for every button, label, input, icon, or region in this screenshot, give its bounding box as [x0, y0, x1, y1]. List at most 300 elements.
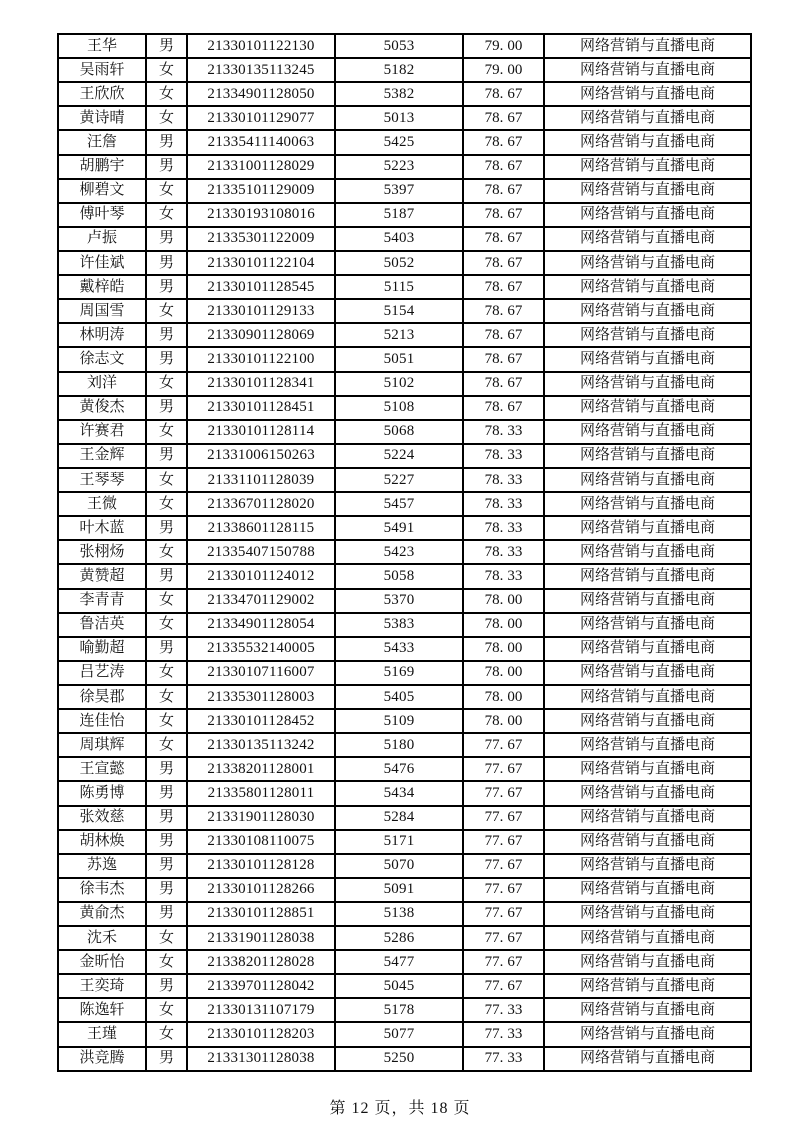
major-cell: 网络营销与直播电商	[544, 540, 751, 564]
exam-number-cell: 21338601128115	[187, 516, 335, 540]
gender-cell: 男	[146, 251, 187, 275]
major-cell: 网络营销与直播电商	[544, 830, 751, 854]
name-cell: 周国雪	[58, 299, 146, 323]
gender-cell: 男	[146, 878, 187, 902]
score-cell: 78. 00	[463, 637, 544, 661]
score-cell: 77. 33	[463, 998, 544, 1022]
gender-cell: 男	[146, 902, 187, 926]
name-cell: 徐韦杰	[58, 878, 146, 902]
exam-number-cell: 21339701128042	[187, 974, 335, 998]
exam-number-cell: 21331006150263	[187, 444, 335, 468]
gender-cell: 女	[146, 492, 187, 516]
code-cell: 5180	[335, 733, 463, 757]
score-cell: 78. 33	[463, 468, 544, 492]
name-cell: 王琴琴	[58, 468, 146, 492]
score-cell: 78. 67	[463, 155, 544, 179]
gender-cell: 男	[146, 227, 187, 251]
gender-cell: 男	[146, 854, 187, 878]
major-cell: 网络营销与直播电商	[544, 323, 751, 347]
gender-cell: 男	[146, 396, 187, 420]
name-cell: 鲁洁英	[58, 613, 146, 637]
gender-cell: 女	[146, 372, 187, 396]
gender-cell: 女	[146, 661, 187, 685]
exam-number-cell: 21334901128050	[187, 82, 335, 106]
name-cell: 金昕怡	[58, 950, 146, 974]
code-cell: 5169	[335, 661, 463, 685]
exam-number-cell: 21330901128069	[187, 323, 335, 347]
table-row	[58, 299, 751, 323]
code-cell: 5109	[335, 709, 463, 733]
table-row	[58, 878, 751, 902]
code-cell: 5154	[335, 299, 463, 323]
gender-cell: 女	[146, 82, 187, 106]
name-cell: 连佳怡	[58, 709, 146, 733]
score-cell: 77. 33	[463, 1047, 544, 1071]
gender-cell: 男	[146, 757, 187, 781]
name-cell: 许赛君	[58, 420, 146, 444]
code-cell: 5102	[335, 372, 463, 396]
major-cell: 网络营销与直播电商	[544, 902, 751, 926]
table-row	[58, 82, 751, 106]
score-cell: 78. 67	[463, 179, 544, 203]
code-cell: 5077	[335, 1022, 463, 1046]
table-row	[58, 998, 751, 1022]
major-cell: 网络营销与直播电商	[544, 878, 751, 902]
score-cell: 77. 67	[463, 806, 544, 830]
gender-cell: 男	[146, 130, 187, 154]
exam-number-cell: 21330101129077	[187, 106, 335, 130]
major-cell: 网络营销与直播电商	[544, 974, 751, 998]
gender-cell: 男	[146, 830, 187, 854]
score-cell: 78. 33	[463, 420, 544, 444]
code-cell: 5045	[335, 974, 463, 998]
major-cell: 网络营销与直播电商	[544, 299, 751, 323]
name-cell: 王华	[58, 34, 146, 58]
table-row	[58, 589, 751, 613]
score-cell: 77. 33	[463, 1022, 544, 1046]
score-cell: 77. 67	[463, 757, 544, 781]
exam-number-cell: 21330101128203	[187, 1022, 335, 1046]
major-cell: 网络营销与直播电商	[544, 589, 751, 613]
table-row	[58, 661, 751, 685]
table-row	[58, 1022, 751, 1046]
table-row	[58, 323, 751, 347]
score-cell: 78. 67	[463, 396, 544, 420]
major-cell: 网络营销与直播电商	[544, 1047, 751, 1071]
name-cell: 王微	[58, 492, 146, 516]
exam-number-cell: 21330101128451	[187, 396, 335, 420]
exam-number-cell: 21335801128011	[187, 781, 335, 805]
score-cell: 78. 67	[463, 275, 544, 299]
exam-number-cell: 21330101122100	[187, 347, 335, 371]
exam-number-cell: 21330107116007	[187, 661, 335, 685]
name-cell: 王宣懿	[58, 757, 146, 781]
exam-number-cell: 21330101128851	[187, 902, 335, 926]
exam-number-cell: 21330101128545	[187, 275, 335, 299]
score-cell: 78. 67	[463, 227, 544, 251]
exam-number-cell: 21335301122009	[187, 227, 335, 251]
score-cell: 78. 67	[463, 372, 544, 396]
code-cell: 5108	[335, 396, 463, 420]
score-cell: 77. 67	[463, 878, 544, 902]
major-cell: 网络营销与直播电商	[544, 396, 751, 420]
major-cell: 网络营销与直播电商	[544, 155, 751, 179]
code-cell: 5068	[335, 420, 463, 444]
code-cell: 5013	[335, 106, 463, 130]
exam-number-cell: 21331901128030	[187, 806, 335, 830]
gender-cell: 男	[146, 781, 187, 805]
score-cell: 78. 67	[463, 130, 544, 154]
code-cell: 5223	[335, 155, 463, 179]
score-cell: 78. 00	[463, 661, 544, 685]
gender-cell: 女	[146, 1022, 187, 1046]
table-row	[58, 468, 751, 492]
name-cell: 戴梓皓	[58, 275, 146, 299]
code-cell: 5477	[335, 950, 463, 974]
table-row	[58, 806, 751, 830]
results-table-body	[58, 34, 751, 1071]
code-cell: 5227	[335, 468, 463, 492]
exam-number-cell: 21330101128341	[187, 372, 335, 396]
code-cell: 5405	[335, 685, 463, 709]
exam-number-cell: 21335532140005	[187, 637, 335, 661]
table-row	[58, 251, 751, 275]
gender-cell: 男	[146, 1047, 187, 1071]
gender-cell: 女	[146, 299, 187, 323]
code-cell: 5370	[335, 589, 463, 613]
name-cell: 洪竞腾	[58, 1047, 146, 1071]
major-cell: 网络营销与直播电商	[544, 106, 751, 130]
code-cell: 5434	[335, 781, 463, 805]
exam-number-cell: 21338201128028	[187, 950, 335, 974]
name-cell: 刘洋	[58, 372, 146, 396]
gender-cell: 女	[146, 589, 187, 613]
major-cell: 网络营销与直播电商	[544, 130, 751, 154]
score-cell: 77. 67	[463, 854, 544, 878]
name-cell: 张效慈	[58, 806, 146, 830]
score-cell: 78. 67	[463, 82, 544, 106]
exam-number-cell: 21330101128266	[187, 878, 335, 902]
gender-cell: 男	[146, 34, 187, 58]
major-cell: 网络营销与直播电商	[544, 203, 751, 227]
table-row	[58, 444, 751, 468]
score-cell: 78. 33	[463, 444, 544, 468]
score-cell: 77. 67	[463, 950, 544, 974]
major-cell: 网络营销与直播电商	[544, 227, 751, 251]
name-cell: 林明涛	[58, 323, 146, 347]
table-row	[58, 130, 751, 154]
major-cell: 网络营销与直播电商	[544, 685, 751, 709]
code-cell: 5250	[335, 1047, 463, 1071]
code-cell: 5457	[335, 492, 463, 516]
table-row	[58, 733, 751, 757]
gender-cell: 女	[146, 926, 187, 950]
name-cell: 叶木蓝	[58, 516, 146, 540]
page-footer: 第 12 页，共 18 页	[329, 1100, 471, 1117]
table-row	[58, 902, 751, 926]
exam-number-cell: 21338201128001	[187, 757, 335, 781]
name-cell: 许佳斌	[58, 251, 146, 275]
name-cell: 傅叶琴	[58, 203, 146, 227]
exam-number-cell: 21334701129002	[187, 589, 335, 613]
table-row	[58, 564, 751, 588]
gender-cell: 女	[146, 58, 187, 82]
table-row	[58, 372, 751, 396]
gender-cell: 女	[146, 203, 187, 227]
name-cell: 徐志文	[58, 347, 146, 371]
exam-number-cell: 21331301128038	[187, 1047, 335, 1071]
results-table	[57, 33, 752, 1072]
gender-cell: 女	[146, 998, 187, 1022]
exam-number-cell: 21331101128039	[187, 468, 335, 492]
name-cell: 胡鹏宇	[58, 155, 146, 179]
table-row	[58, 637, 751, 661]
code-cell: 5178	[335, 998, 463, 1022]
name-cell: 吴雨轩	[58, 58, 146, 82]
gender-cell: 女	[146, 468, 187, 492]
major-cell: 网络营销与直播电商	[544, 998, 751, 1022]
table-row	[58, 203, 751, 227]
gender-cell: 女	[146, 613, 187, 637]
exam-number-cell: 21331901128038	[187, 926, 335, 950]
major-cell: 网络营销与直播电商	[544, 1022, 751, 1046]
major-cell: 网络营销与直播电商	[544, 372, 751, 396]
code-cell: 5051	[335, 347, 463, 371]
table-row	[58, 950, 751, 974]
code-cell: 5476	[335, 757, 463, 781]
major-cell: 网络营销与直播电商	[544, 613, 751, 637]
exam-number-cell: 21335411140063	[187, 130, 335, 154]
score-cell: 78. 67	[463, 106, 544, 130]
table-row	[58, 347, 751, 371]
table-row	[58, 420, 751, 444]
gender-cell: 女	[146, 950, 187, 974]
table-row	[58, 613, 751, 637]
gender-cell: 男	[146, 275, 187, 299]
code-cell: 5187	[335, 203, 463, 227]
name-cell: 黄俊杰	[58, 396, 146, 420]
name-cell: 张栩炀	[58, 540, 146, 564]
gender-cell: 女	[146, 179, 187, 203]
major-cell: 网络营销与直播电商	[544, 733, 751, 757]
code-cell: 5382	[335, 82, 463, 106]
gender-cell: 男	[146, 323, 187, 347]
major-cell: 网络营销与直播电商	[544, 82, 751, 106]
code-cell: 5491	[335, 516, 463, 540]
exam-number-cell: 21335101129009	[187, 179, 335, 203]
major-cell: 网络营销与直播电商	[544, 347, 751, 371]
table-row	[58, 227, 751, 251]
gender-cell: 男	[146, 516, 187, 540]
exam-number-cell: 21330193108016	[187, 203, 335, 227]
exam-number-cell: 21330101122104	[187, 251, 335, 275]
exam-number-cell: 21336701128020	[187, 492, 335, 516]
major-cell: 网络营销与直播电商	[544, 420, 751, 444]
major-cell: 网络营销与直播电商	[544, 179, 751, 203]
score-cell: 77. 67	[463, 830, 544, 854]
score-cell: 78. 67	[463, 203, 544, 227]
major-cell: 网络营销与直播电商	[544, 637, 751, 661]
score-cell: 77. 67	[463, 781, 544, 805]
exam-number-cell: 21330101124012	[187, 564, 335, 588]
code-cell: 5286	[335, 926, 463, 950]
score-cell: 77. 67	[463, 974, 544, 998]
table-row	[58, 685, 751, 709]
gender-cell: 男	[146, 444, 187, 468]
major-cell: 网络营销与直播电商	[544, 444, 751, 468]
gender-cell: 男	[146, 637, 187, 661]
table-row	[58, 34, 751, 58]
major-cell: 网络营销与直播电商	[544, 516, 751, 540]
gender-cell: 女	[146, 420, 187, 444]
code-cell: 5284	[335, 806, 463, 830]
code-cell: 5383	[335, 613, 463, 637]
exam-number-cell: 21330101128114	[187, 420, 335, 444]
name-cell: 卢振	[58, 227, 146, 251]
table-row	[58, 275, 751, 299]
name-cell: 汪詹	[58, 130, 146, 154]
name-cell: 黄诗晴	[58, 106, 146, 130]
exam-number-cell: 21330131107179	[187, 998, 335, 1022]
name-cell: 吕艺涛	[58, 661, 146, 685]
major-cell: 网络营销与直播电商	[544, 757, 751, 781]
score-cell: 78. 67	[463, 323, 544, 347]
score-cell: 78. 33	[463, 492, 544, 516]
code-cell: 5423	[335, 540, 463, 564]
table-row	[58, 854, 751, 878]
score-cell: 78. 67	[463, 299, 544, 323]
gender-cell: 男	[146, 347, 187, 371]
exam-number-cell: 21330135113245	[187, 58, 335, 82]
score-cell: 78. 67	[463, 347, 544, 371]
exam-number-cell: 21330108110075	[187, 830, 335, 854]
gender-cell: 女	[146, 106, 187, 130]
name-cell: 胡林焕	[58, 830, 146, 854]
score-cell: 77. 67	[463, 902, 544, 926]
gender-cell: 男	[146, 564, 187, 588]
score-cell: 78. 67	[463, 251, 544, 275]
code-cell: 5403	[335, 227, 463, 251]
major-cell: 网络营销与直播电商	[544, 251, 751, 275]
gender-cell: 女	[146, 733, 187, 757]
score-cell: 78. 00	[463, 589, 544, 613]
exam-number-cell: 21330101128452	[187, 709, 335, 733]
name-cell: 王金辉	[58, 444, 146, 468]
exam-number-cell: 21330101129133	[187, 299, 335, 323]
gender-cell: 男	[146, 974, 187, 998]
major-cell: 网络营销与直播电商	[544, 926, 751, 950]
table-row	[58, 974, 751, 998]
code-cell: 5052	[335, 251, 463, 275]
name-cell: 陈逸轩	[58, 998, 146, 1022]
code-cell: 5224	[335, 444, 463, 468]
table-row	[58, 709, 751, 733]
table-row	[58, 396, 751, 420]
major-cell: 网络营销与直播电商	[544, 492, 751, 516]
table-row	[58, 58, 751, 82]
major-cell: 网络营销与直播电商	[544, 806, 751, 830]
table-row	[58, 781, 751, 805]
exam-number-cell: 21334901128054	[187, 613, 335, 637]
table-row	[58, 516, 751, 540]
table-row	[58, 492, 751, 516]
major-cell: 网络营销与直播电商	[544, 661, 751, 685]
exam-number-cell: 21335301128003	[187, 685, 335, 709]
code-cell: 5058	[335, 564, 463, 588]
code-cell: 5182	[335, 58, 463, 82]
code-cell: 5397	[335, 179, 463, 203]
name-cell: 李青青	[58, 589, 146, 613]
table-row	[58, 540, 751, 564]
score-cell: 78. 33	[463, 516, 544, 540]
score-cell: 78. 33	[463, 564, 544, 588]
score-cell: 78. 00	[463, 613, 544, 637]
name-cell: 沈禾	[58, 926, 146, 950]
gender-cell: 男	[146, 155, 187, 179]
major-cell: 网络营销与直播电商	[544, 275, 751, 299]
major-cell: 网络营销与直播电商	[544, 950, 751, 974]
major-cell: 网络营销与直播电商	[544, 781, 751, 805]
major-cell: 网络营销与直播电商	[544, 564, 751, 588]
gender-cell: 女	[146, 685, 187, 709]
exam-number-cell: 21331001128029	[187, 155, 335, 179]
code-cell: 5053	[335, 34, 463, 58]
table-row	[58, 1047, 751, 1071]
score-cell: 79. 00	[463, 34, 544, 58]
major-cell: 网络营销与直播电商	[544, 468, 751, 492]
name-cell: 柳碧文	[58, 179, 146, 203]
code-cell: 5138	[335, 902, 463, 926]
name-cell: 周琪辉	[58, 733, 146, 757]
exam-number-cell: 21330101122130	[187, 34, 335, 58]
score-cell: 77. 67	[463, 926, 544, 950]
name-cell: 陈勇博	[58, 781, 146, 805]
table-row	[58, 106, 751, 130]
table-row	[58, 179, 751, 203]
code-cell: 5070	[335, 854, 463, 878]
score-cell: 78. 00	[463, 685, 544, 709]
score-cell: 78. 00	[463, 709, 544, 733]
table-row	[58, 757, 751, 781]
code-cell: 5171	[335, 830, 463, 854]
name-cell: 王奕琦	[58, 974, 146, 998]
major-cell: 网络营销与直播电商	[544, 709, 751, 733]
table-row	[58, 155, 751, 179]
name-cell: 王欣欣	[58, 82, 146, 106]
table-row	[58, 926, 751, 950]
score-cell: 77. 67	[463, 733, 544, 757]
score-cell: 78. 33	[463, 540, 544, 564]
major-cell: 网络营销与直播电商	[544, 58, 751, 82]
name-cell: 王瑾	[58, 1022, 146, 1046]
exam-number-cell: 21335407150788	[187, 540, 335, 564]
code-cell: 5433	[335, 637, 463, 661]
gender-cell: 女	[146, 709, 187, 733]
name-cell: 徐昊郡	[58, 685, 146, 709]
table-row	[58, 830, 751, 854]
code-cell: 5425	[335, 130, 463, 154]
name-cell: 黄赞超	[58, 564, 146, 588]
code-cell: 5213	[335, 323, 463, 347]
gender-cell: 女	[146, 540, 187, 564]
code-cell: 5091	[335, 878, 463, 902]
score-cell: 79. 00	[463, 58, 544, 82]
name-cell: 喻勤超	[58, 637, 146, 661]
exam-number-cell: 21330101128128	[187, 854, 335, 878]
code-cell: 5115	[335, 275, 463, 299]
exam-number-cell: 21330135113242	[187, 733, 335, 757]
major-cell: 网络营销与直播电商	[544, 34, 751, 58]
